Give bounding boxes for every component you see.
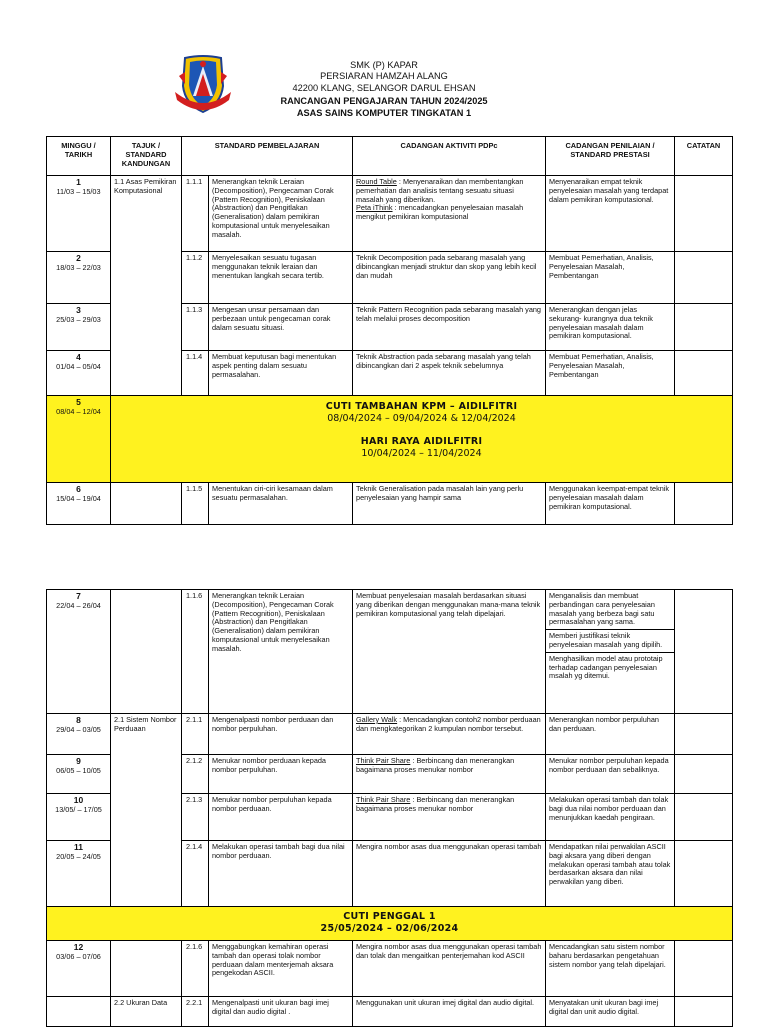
assessment-cell: Mendapatkan nilai perwakilan ASCII bagi aksara yang diberi dengan melakukan operasi tambah atau tolak berdasarkan aksara dan nilai perwakilan yang diberi. (546, 841, 675, 907)
assessment-item: Menganalisis dan membuat perbandingan cara penyelesaian masalah yang berbeza bagi satu permasalahan yang sama. (549, 591, 655, 627)
standard-cell: Mengenalpasti unit ukuran bagi imej digital dan audio digital . (209, 997, 353, 1027)
assessment-cell: Menerangkan dengan jelas sekurang- kurangnya dua teknik penyelesaian masalah dalam pemikiran komputasional. (546, 304, 675, 351)
notes-cell (675, 794, 733, 841)
notes-cell (675, 351, 733, 396)
assessment-cell: Melakukan operasi tambah dan tolak bagi dua nilai nombor perduaan dan menunjukkan kaedah pengiraan. (546, 794, 675, 841)
standard-cell: Menukar nombor perduaan kepada nombor perpuluhan. (209, 755, 353, 794)
standard-cell: Menentukan ciri-ciri kesamaan dalam sesuatu permasalahan. (209, 483, 353, 525)
week-cell: 10 13/05/ – 17/05 (47, 794, 111, 841)
notes-cell (675, 755, 733, 794)
holiday-dates: 10/04/2024 – 11/04/2024 (361, 448, 482, 459)
code-cell: 1.1.6 (182, 590, 209, 714)
notes-cell (675, 590, 733, 714)
standard-cell: Mengenalpasti nombor perduaan dan nombor perpuluhan. (209, 714, 353, 755)
column-header-aktiviti: CADANGAN AKTIVITI PDPc (353, 137, 546, 176)
lesson-plan-table-2 (46, 589, 733, 1027)
holiday-title: HARI RAYA AIDILFITRI (360, 436, 483, 447)
school-address-line1: PERSIARAN HAMZAH ALANG (320, 71, 448, 81)
week-cell: 1 11/03 – 15/03 (47, 176, 111, 252)
assessment-item: Menghasilkan model atau prototaip terhadap cadangan penyelesaian msalah yg ditemui. (546, 652, 674, 681)
week-cell: 5 08/04 – 12/04 (47, 396, 111, 483)
activity-cell: Think Pair Share : Berbincang dan menerangkan bagaimana proses menukar nombor (353, 794, 546, 841)
week-cell: 12 03/06 – 07/06 (47, 941, 111, 997)
table-row (47, 483, 733, 525)
week-cell: 7 22/04 – 26/04 (47, 590, 111, 714)
code-cell: 1.1.2 (182, 252, 209, 304)
assessment-cell: Menerangkan nombor perpuluhan dan perduaan. (546, 714, 675, 755)
holiday-title: CUTI TAMBAHAN KPM – AIDILFITRI (325, 401, 518, 412)
activity-cell: Teknik Generalisation pada masalah lain yang perlu penyelesaian yang hampir sama (353, 483, 546, 525)
code-cell: 1.1.3 (182, 304, 209, 351)
activity-method-link: Think Pair Share (356, 756, 411, 765)
notes-cell (675, 304, 733, 351)
holiday-row (47, 907, 733, 941)
week-cell: 3 25/03 – 29/03 (47, 304, 111, 351)
activity-cell: Membuat penyelesaian masalah berdasarkan situasi yang diberikan dengan menggunakan mana-mana teknik pemikiran komputasional yang telah dipelajari. (353, 590, 546, 714)
week-cell (47, 997, 111, 1027)
holiday-row (47, 396, 733, 483)
code-cell: 1.1.4 (182, 351, 209, 396)
school-name: SMK (P) KAPAR (350, 60, 418, 70)
topic-cell (111, 590, 182, 714)
assessment-cell: Menggunakan keempat-empat teknik penyelesaian masalah dalam pemikiran komputasional. (546, 483, 675, 525)
holiday-banner (111, 396, 733, 483)
lesson-plan-table-1 (46, 136, 733, 525)
code-cell: 2.1.6 (182, 941, 209, 997)
week-cell: 11 20/05 – 24/05 (47, 841, 111, 907)
standard-cell: Mengesan unsur persamaan dan perbezaan untuk pengecaman corak dalam sesuatu situasi. (209, 304, 353, 351)
assessment-item: Memberi justifikasi teknik penyelesaian masalah yang dipilih. (546, 629, 674, 650)
column-header-catatan: CATATAN (675, 137, 733, 176)
notes-cell (675, 483, 733, 525)
activity-method-link: Round Table (356, 177, 397, 186)
standard-cell: Menggabungkan kemahiran operasi tambah dan operasi tolak nombor perduaan dalam menterjemah aksara pengekodan ASCII. (209, 941, 353, 997)
activity-cell: Teknik Abstraction pada sebarang masalah yang telah dibincangkan dari 2 aspek teknik sebelumnya (353, 351, 546, 396)
assessment-cell: Menyatakan unit ukuran bagi imej digital dan unit audio digital. (546, 997, 675, 1027)
week-cell: 4 01/04 – 05/04 (47, 351, 111, 396)
code-cell: 2.1.4 (182, 841, 209, 907)
standard-cell: Menerangkan teknik Leraian (Decomposition), Pengecaman Corak (Pattern Recognition), Peniskalaan (Abstraction) dan Pengitlakan (Generalisation) dalam pemikiran komputasional untuk menyelesaikan masalah. (209, 590, 353, 714)
week-cell: 9 06/05 – 10/05 (47, 755, 111, 794)
activity-cell: Teknik Pattern Recognition pada sebarang masalah yang telah melalui proses decomposition (353, 304, 546, 351)
notes-cell (675, 176, 733, 252)
table-row (47, 997, 733, 1027)
assessment-cell: Menyenaraikan empat teknik penyelesaian masalah yang terdapat dalam pemikiran komputasional. (546, 176, 675, 252)
assessment-cell: Membuat Pemerhatian, Analisis, Penyelesaian Masalah, Pembentangan (546, 252, 675, 304)
notes-cell (675, 941, 733, 997)
column-header-minggu: MINGGU / TARIKH (47, 137, 111, 176)
topic-cell: 1.1 Asas Pemikiran Komputasional (111, 176, 182, 396)
code-cell: 2.1.1 (182, 714, 209, 755)
activity-cell: Mengira nombor asas dua menggunakan operasi tambah dan tolak dan mengaitkan penterjemahan kod ASCII (353, 941, 546, 997)
week-cell: 2 18/03 – 22/03 (47, 252, 111, 304)
topic-cell (111, 483, 182, 525)
assessment-cell: Mencadangkan satu sistem nombor baharu berdasarkan pengetahuan sistem nombor yang telah dipelajari. (546, 941, 675, 997)
assessment-cell: Membuat Pemerhatian, Analisis, Penyelesaian Masalah, Pembentangan (546, 351, 675, 396)
table-row (47, 714, 733, 755)
topic-cell: 2.2 Ukuran Data (111, 997, 182, 1027)
assessment-cell: Menukar nombor perpuluhan kepada nombor perduaan dan sebaliknya. (546, 755, 675, 794)
code-cell: 1.1.1 (182, 176, 209, 252)
code-cell: 2.1.3 (182, 794, 209, 841)
notes-cell (675, 714, 733, 755)
activity-method-link: Think Pair Share (356, 795, 411, 804)
activity-cell: Round Table : Menyenaraikan dan membentangkan pemerhatian dan analisis tentang sesuatu situasi masalah yang diberikan. Peta iThink : mencadangkan penyelesaian masalah mengikut pemikiran komputasional (353, 176, 546, 252)
column-header-tajuk: TAJUK / STANDARD KANDUNGAN (111, 137, 182, 176)
activity-method-link: Gallery Walk (356, 715, 398, 724)
activity-cell: Think Pair Share : Berbincang dan menerangkan bagaimana proses menukar nombor (353, 755, 546, 794)
table-row (47, 590, 733, 714)
activity-cell: Mengira nombor asas dua menggunakan operasi tambah (353, 841, 546, 907)
standard-cell: Menukar nombor perpuluhan kepada nombor perduaan. (209, 794, 353, 841)
notes-cell (675, 997, 733, 1027)
code-cell: 1.1.5 (182, 483, 209, 525)
activity-cell: Gallery Walk : Mencadangkan contoh2 nombor perduaan dan mengkategorikan 2 kumpulan nombor tersebut. (353, 714, 546, 755)
column-header-standard: STANDARD PEMBELAJARAN (182, 137, 353, 176)
week-cell: 8 29/04 – 03/05 (47, 714, 111, 755)
column-header-penilaian: CADANGAN PENILAIAN / STANDARD PRESTASI (546, 137, 675, 176)
notes-cell (675, 252, 733, 304)
activity-cell: Menggunakan unit ukuran imej digital dan audio digital. (353, 997, 546, 1027)
topic-cell (111, 941, 182, 997)
document-title: RANCANGAN PENGAJARAN TAHUN 2024/2025 (280, 96, 488, 106)
table-row (47, 941, 733, 997)
notes-cell (675, 841, 733, 907)
school-address-line2: 42200 KLANG, SELANGOR DARUL EHSAN (292, 83, 476, 93)
table-header-row (47, 137, 733, 176)
topic-cell: 2.1 Sistem Nombor Perduaan (111, 714, 182, 907)
standard-cell: Menyelesaikan sesuatu tugasan menggunakan teknik leraian dan menentukan langkah secara tertib. (209, 252, 353, 304)
holiday-title: CUTI PENGGAL 1 (343, 911, 436, 922)
holiday-dates: 08/04/2024 – 09/04/2024 & 12/04/2024 (327, 413, 516, 424)
standard-cell: Membuat keputusan bagi menentukan aspek penting dalam sesuatu permasalahan. (209, 351, 353, 396)
holiday-dates: 25/05/2024 – 02/06/2024 (320, 923, 459, 934)
table-row (47, 176, 733, 252)
standard-cell: Menerangkan teknik Leraian (Decomposition), Pengecaman Corak (Pattern Recognition), Peniskalaan (Abstraction) dan Pengitlakan (Generalisation) dalam pemikiran komputasional untuk menyelesaikan masalah. (209, 176, 353, 252)
code-cell: 2.2.1 (182, 997, 209, 1027)
code-cell: 2.1.2 (182, 755, 209, 794)
document-subtitle: ASAS SAINS KOMPUTER TINGKATAN 1 (296, 108, 472, 118)
standard-cell: Melakukan operasi tambah bagi dua nilai nombor perduaan. (209, 841, 353, 907)
activity-cell: Teknik Decomposition pada sebarang masalah yang dibincangkan menjadi struktur dan skop yang lebih kecil dan mudah (353, 252, 546, 304)
holiday-banner (47, 907, 733, 941)
activity-method-link: Peta iThink (356, 203, 393, 213)
assessment-cell (546, 590, 675, 714)
week-cell: 6 15/04 – 19/04 (47, 483, 111, 525)
